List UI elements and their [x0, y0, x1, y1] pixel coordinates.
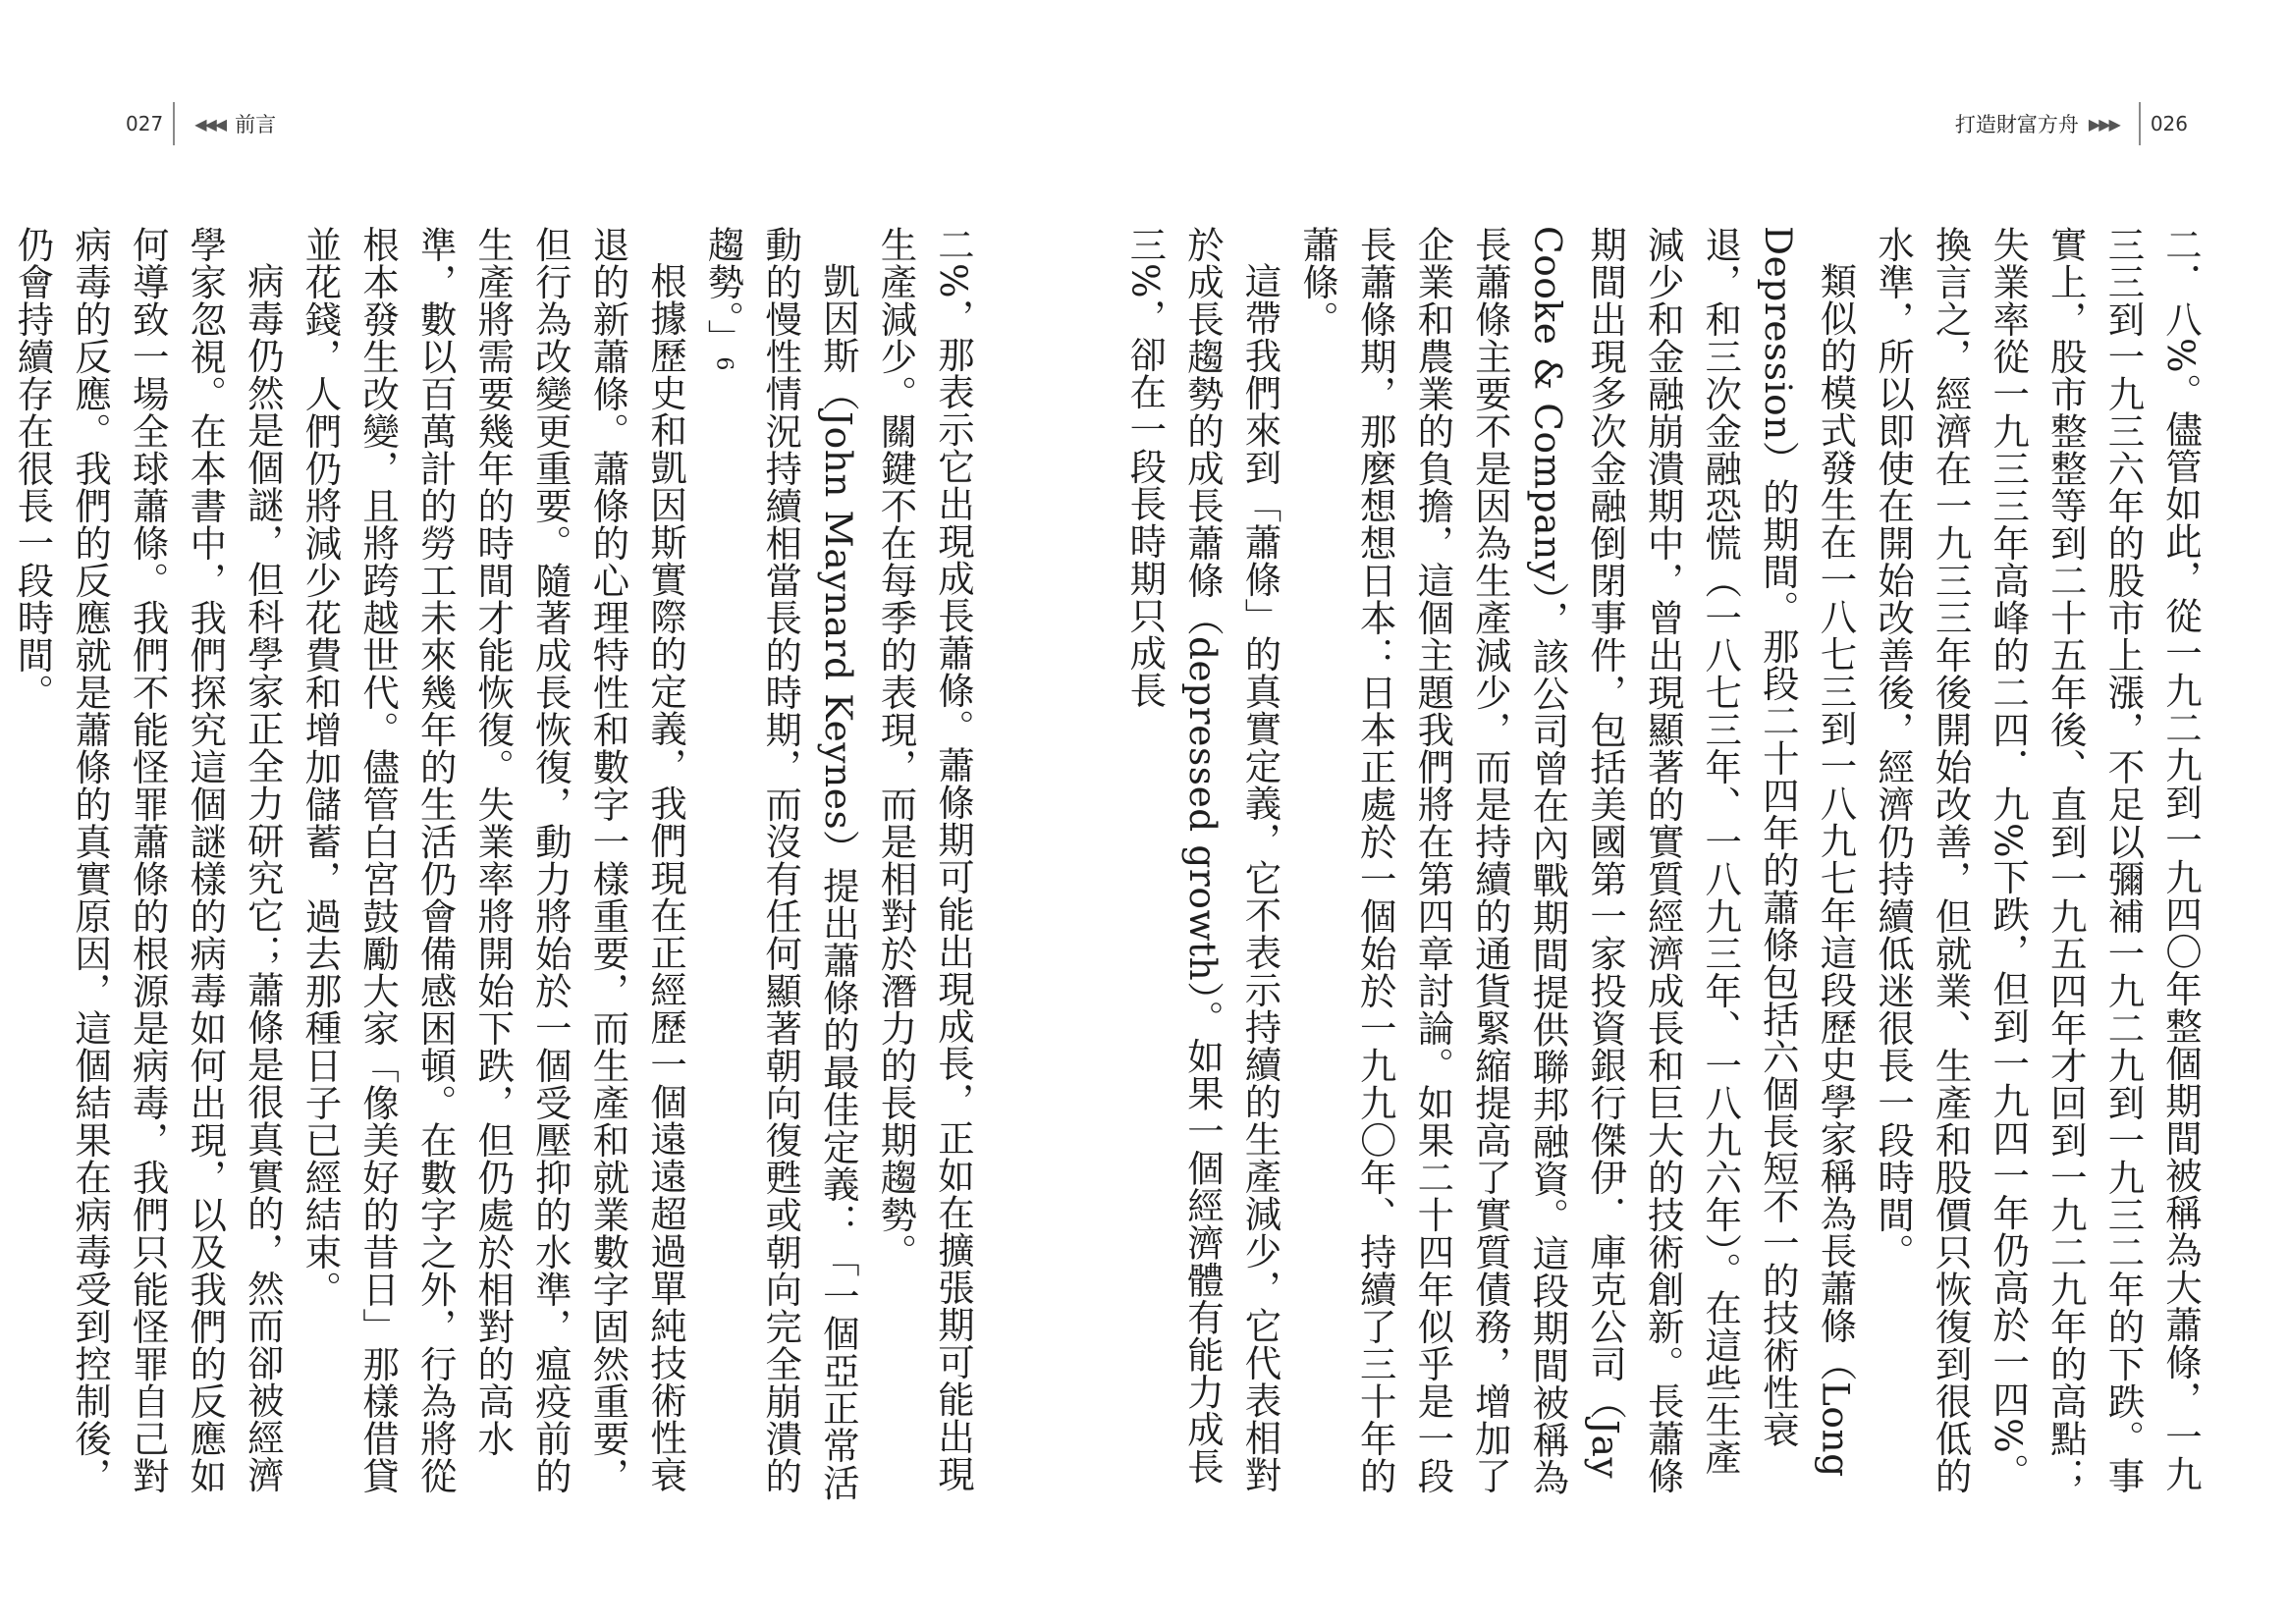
body-paragraph: 類似的模式發生在一八七三到一八九七年這段歷史學家稱為長蕭條（Long Depression）的期間。那段二十四年的蕭條包括六個長短不一的技術性衰退，和三次金融恐慌（一八七三年、一八九三年、一八九六年）。在這些生產減少和金融崩潰期中，曾出現顯著的實質經濟成長和巨大的技術創新。長蕭條期間出現多次金融倒閉事件，包括美國第一家投資銀行傑伊．庫克公司（Jay Cooke & Company），該公司曾在內戰期間提供聯邦融資。這段期間被稱為長蕭條主要不是因為生產減少，而是持續的通貨緊縮提高了實質債務，增加了企業和農業的負擔，這個主題我們將在第四章討論。如果二十四年似乎是一段長蕭條期，那麼想想日本：日本正處於一個始於一九九〇年、持續了三十年的蕭條。	[1296, 226, 1858, 1496]
right-header-divider	[2139, 102, 2141, 145]
body-paragraph: 根據歷史和凱因斯實際的定義，我們現在正經歷一個遠遠超過單純技術性衰退的新蕭條。蕭條的心理特性和數字一樣重要，而生產和就業數字固然重要，但行為改變更重要。隨著成長恢復，動力將始於一個受壓抑的水準，瘟疫前的生產將需要幾年的時間才能恢復。失業率將開始下跌，但仍處於相對的高水準，數以百萬計的勞工未來幾年的生活仍會備感困頓。在數字之外，行為將從根本發生改變，且將跨越世代。儘管白宮鼓勵大家「像美好的昔日」那樣借貸並花錢，人們仍將減少花費和增加儲蓄，過去那種日子已經結束。	[299, 226, 688, 1494]
left-header-divider	[173, 102, 175, 145]
right-running-title: 打造財富方舟	[1954, 113, 2079, 136]
keynes-quote-text: 凱因斯（John Maynard Keynes）提出蕭條的最佳定義：「一個亞正常活動的慢性情況持續相當長的時期，而沒有任何顯著朝向復甦或朝向完全崩潰的趨勢。」	[701, 226, 860, 1502]
right-page-body	[1123, 226, 2209, 1502]
left-arrows-icon: ◀◀◀	[194, 114, 226, 134]
footnote-marker: 6	[711, 356, 736, 371]
right-page-header	[1955, 102, 2188, 145]
right-page-number: 026	[2150, 112, 2188, 135]
body-paragraph: 這帶我們來到「蕭條」的真實定義，它不表示持續的生產減少，它代表相對於成長趨勢的成長蕭條（depressed growth）。如果一個經濟體有能力成長三%，卻在一段長時期只成長	[1123, 226, 1282, 1494]
right-arrows-icon: ▶▶▶	[2088, 114, 2119, 134]
left-page-header	[126, 102, 276, 145]
left-running-title: 前言	[235, 113, 277, 136]
body-paragraph: 病毒仍然是個謎，但科學家正全力研究它；蕭條是很真實的，然而卻被經濟學家忽視。在本書中，我們探究這個謎樣的病毒如何出現，以及我們的反應如何導致一場全球蕭條。我們不能怪罪蕭條的根源是病毒，我們只能怪罪自己對病毒的反應。我們的反應就是蕭條的真實原因，這個結果在病毒受到控制後，仍會持續存在很長一段時間。	[11, 226, 285, 1494]
body-paragraph: 二%，那表示它出現成長蕭條。蕭條期可能出現成長，正如在擴張期可能出現生產減少。關鍵不在每季的表現，而是相對於潛力的長期趨勢。	[874, 226, 975, 1493]
keynes-quote-paragraph	[694, 226, 867, 1502]
left-page-number: 027	[126, 112, 164, 135]
body-paragraph: 二．八%。儘管如此，從一九二九到一九四〇年整個期間被稱為大蕭條，一九三三到一九三六年的股市上漲，不足以彌補一九二九到一九三二年的下跌。事實上，股市整整等到二十五年後、直到一九五四年才回到一九二九年的高點；失業率從一九三三年高峰的二四．九%下跌，但到一九四一年仍高於一四%。換言之，經濟在一九三三年後開始改善，但就業、生產和股價只恢復到很低的水準，所以即使在開始改善後，經濟仍持續低迷很長一段時間。	[1872, 226, 2203, 1494]
left-page-body	[11, 226, 982, 1502]
body-paragraph	[0, 226, 4, 1502]
